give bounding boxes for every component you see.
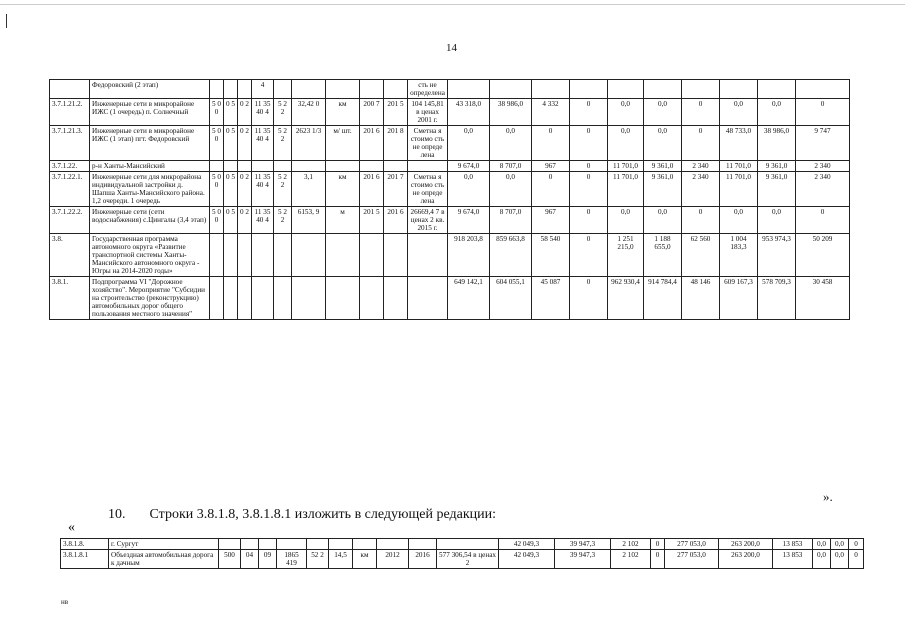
instruction-paragraph <box>108 507 496 523</box>
table-cell-name: Федоровский (2 этап) <box>90 80 210 99</box>
table-cell-h: 201 5 <box>360 207 384 234</box>
budget-table-main <box>49 79 850 320</box>
table-cell-b: 04 <box>241 550 259 569</box>
table-cell-name: Инженерные сети в микрорайоне ИЖС (1 очередь) п. Солнечный <box>90 99 210 126</box>
table-cell-code: 3.7.1.21.2. <box>50 99 90 126</box>
table-cell-g <box>353 539 377 550</box>
table-cell-i <box>409 539 437 550</box>
table-cell-p: 263 200,0 <box>719 550 773 569</box>
table-cell-e <box>274 161 292 172</box>
table-cell-c <box>238 277 252 320</box>
table-cell-c: 09 <box>259 550 277 569</box>
table-cell-f <box>292 234 326 277</box>
table-cell-k: 9 674,0 <box>448 161 490 172</box>
table-cell-r: 609 167,3 <box>720 277 758 320</box>
table-cell-n: 0 <box>570 172 608 207</box>
table-cell-d: 4 <box>252 80 274 99</box>
table-cell-j: Сметна я стоимо сть не опреде лена <box>408 172 448 207</box>
table-cell-l: 8 707,0 <box>490 161 532 172</box>
table-cell-p: 914 784,4 <box>644 277 682 320</box>
table-cell-f: 3,1 <box>292 172 326 207</box>
table-cell-d: 1865 419 <box>277 550 307 569</box>
table-cell-o: 0,0 <box>608 126 644 161</box>
table-cell-g <box>326 234 360 277</box>
table-cell-m: 2 102 <box>611 539 651 550</box>
table-cell-b <box>224 80 238 99</box>
table-cell-g <box>326 161 360 172</box>
table-cell-c <box>238 80 252 99</box>
table-cell-a <box>210 80 224 99</box>
table-row <box>50 126 850 161</box>
table-cell-t: 0 <box>796 207 850 234</box>
table-cell-a <box>219 539 241 550</box>
table-cell-l: 0,0 <box>490 172 532 207</box>
table-cell-g: км <box>353 550 377 569</box>
footer-initials: нв <box>61 598 69 606</box>
table-cell-l: 0,0 <box>490 126 532 161</box>
table-cell-o: 962 930,4 <box>608 277 644 320</box>
table-cell-o: 277 053,0 <box>665 539 719 550</box>
table-row <box>50 80 850 99</box>
table-cell-a: 5 0 0 <box>210 126 224 161</box>
table-cell-n: 0 <box>570 277 608 320</box>
table-cell-m: 45 087 <box>532 277 570 320</box>
table-cell-q <box>682 80 720 99</box>
table-cell-d: 11 35 40 4 <box>252 126 274 161</box>
table-cell-e: 5 2 2 <box>274 172 292 207</box>
table-cell-d: 11 35 40 4 <box>252 207 274 234</box>
table-cell-r: 1 004 183,3 <box>720 234 758 277</box>
table-cell-k: 9 674,0 <box>448 207 490 234</box>
table-cell-f: 14,5 <box>329 550 353 569</box>
table-cell-g: м/ шт. <box>326 126 360 161</box>
table-cell-o: 11 701,0 <box>608 172 644 207</box>
table-cell-e: 52 2 <box>307 550 329 569</box>
table-cell-s: 9 361,0 <box>758 172 796 207</box>
paragraph-number: 10. <box>108 507 126 522</box>
table-cell-b: 0 5 <box>224 99 238 126</box>
table-cell-i: 2016 <box>409 550 437 569</box>
table-row <box>50 234 850 277</box>
quote-close: ». <box>823 489 833 504</box>
table-cell-i: 201 6 <box>384 207 408 234</box>
left-margin-mark <box>6 14 7 28</box>
table-cell-m: 0 <box>532 126 570 161</box>
table-cell-code: 3.8. <box>50 234 90 277</box>
table-cell-j: 104 145,81 в ценах 2001 г. <box>408 99 448 126</box>
table-cell-h <box>377 539 409 550</box>
table-cell-l: 39 947,3 <box>555 539 611 550</box>
table-cell-p: 9 361,0 <box>644 172 682 207</box>
table-cell-i <box>384 234 408 277</box>
table-cell-a: 500 <box>219 550 241 569</box>
table-cell-c: 0 2 <box>238 172 252 207</box>
table-cell-r: 11 701,0 <box>720 172 758 207</box>
table-cell-h <box>360 234 384 277</box>
table-cell-name: г. Сургут <box>109 539 219 550</box>
table-cell-m: 967 <box>532 207 570 234</box>
table-cell-j: Сметна я стоимо сть не опреде лена <box>408 126 448 161</box>
table-cell-n: 0 <box>570 126 608 161</box>
table-cell-n: 0 <box>651 539 665 550</box>
table-cell-f <box>292 161 326 172</box>
table-cell-code: 3.8.1.8. <box>61 539 109 550</box>
table-cell-h: 2012 <box>377 550 409 569</box>
table-cell-k: 0,0 <box>448 126 490 161</box>
table-cell-code <box>50 80 90 99</box>
table-cell-j <box>408 234 448 277</box>
table-cell-h <box>360 161 384 172</box>
table-cell-o: 277 053,0 <box>665 550 719 569</box>
table-cell-d <box>252 234 274 277</box>
table-cell-b: 0 5 <box>224 172 238 207</box>
table-cell-g: км <box>326 172 360 207</box>
table-cell-q: 0 <box>682 207 720 234</box>
table-cell-n: 0 <box>570 99 608 126</box>
table-cell-m: 0 <box>532 172 570 207</box>
table-cell-g <box>326 277 360 320</box>
table-cell-p: 0,0 <box>644 207 682 234</box>
table-cell-j: 26669,4 7 в ценах 2 кв. 2015 г. <box>408 207 448 234</box>
table-cell-d: 11 35 40 4 <box>252 99 274 126</box>
table-cell-s: 0,0 <box>758 207 796 234</box>
table-cell-k: 918 203,8 <box>448 234 490 277</box>
table-cell-l <box>490 80 532 99</box>
table-cell-h: 200 7 <box>360 99 384 126</box>
table-cell-j: сть не определена <box>408 80 448 99</box>
table-cell-r: 0,0 <box>720 99 758 126</box>
table-cell-d <box>252 161 274 172</box>
table-cell-code: 3.8.1. <box>50 277 90 320</box>
table-cell-k: 42 049,3 <box>499 550 555 569</box>
table-cell-o: 0,0 <box>608 207 644 234</box>
table-cell-code: 3.7.1.22.1. <box>50 172 90 207</box>
table-cell-n: 0 <box>570 161 608 172</box>
table-cell-k: 649 142,1 <box>448 277 490 320</box>
table-cell-j: 577 306,54 в ценах 2 <box>437 550 499 569</box>
table-cell-a <box>210 161 224 172</box>
quote-open: « <box>68 520 75 535</box>
table-cell-n: 0 <box>570 207 608 234</box>
table-cell-p <box>644 80 682 99</box>
table-cell-p: 9 361,0 <box>644 161 682 172</box>
table-cell-code: 3.7.1.21.3. <box>50 126 90 161</box>
table-cell-b: 0 5 <box>224 126 238 161</box>
table-cell-t: 2 340 <box>796 172 850 207</box>
table-cell-r <box>720 80 758 99</box>
table-cell-l: 859 663,8 <box>490 234 532 277</box>
table-cell-q: 48 146 <box>682 277 720 320</box>
table-cell-name: Инженерные сети (сети водоснабжения) с.Цингалы (3,4 этап) <box>90 207 210 234</box>
table-cell-t: 50 209 <box>796 234 850 277</box>
table-cell-name: Государственная программа автономного округа «Развитие транспортной системы Ханты-Мансийского автономного округа - Югры на 2014-2020 годы» <box>90 234 210 277</box>
top-edge-line <box>0 4 905 5</box>
table-cell-i: 201 7 <box>384 172 408 207</box>
table-cell-s: 578 709,3 <box>758 277 796 320</box>
table-cell-k: 42 049,3 <box>499 539 555 550</box>
table-cell-h <box>360 80 384 99</box>
table-cell-name: Подпрограмма VI "Дорожное хозяйство". Мероприятие "Субсидии на строительство (реконструкцию) автомобильных дорог общего пользования местного значения" <box>90 277 210 320</box>
table-cell-q: 13 853 <box>773 550 813 569</box>
table-cell-j <box>437 539 499 550</box>
table-cell-l: 604 055,1 <box>490 277 532 320</box>
table-cell-s: 953 974,3 <box>758 234 796 277</box>
table-cell-f: 32,42 0 <box>292 99 326 126</box>
table-cell-name: Инженерные сети в микрорайоне ИЖС (1 этап) пгт. Федоровский <box>90 126 210 161</box>
table-cell-l: 38 986,0 <box>490 99 532 126</box>
table-cell-e <box>274 234 292 277</box>
table-cell-n: 0 <box>651 550 665 569</box>
table-cell-c: 0 2 <box>238 99 252 126</box>
table-cell-b: 0 5 <box>224 207 238 234</box>
table-cell-p: 0,0 <box>644 126 682 161</box>
table-cell-e: 5 2 2 <box>274 207 292 234</box>
table-cell-j <box>408 161 448 172</box>
table-cell-m: 2 102 <box>611 550 651 569</box>
table-cell-t: 9 747 <box>796 126 850 161</box>
table-cell-m: 4 332 <box>532 99 570 126</box>
table-cell-name: р-н Ханты-Мансийский <box>90 161 210 172</box>
table-cell-q: 0 <box>682 99 720 126</box>
table-cell-i <box>384 80 408 99</box>
page-number: 14 <box>446 42 457 54</box>
table-cell-t: 0 <box>796 99 850 126</box>
table-cell-f <box>329 539 353 550</box>
table-cell-c <box>238 161 252 172</box>
table-cell-o <box>608 80 644 99</box>
table-cell-i: 201 5 <box>384 99 408 126</box>
table-cell-s: 0,0 <box>758 99 796 126</box>
table-row <box>50 277 850 320</box>
table-row <box>50 99 850 126</box>
table-cell-f: 6153, 9 <box>292 207 326 234</box>
table-cell-m: 967 <box>532 161 570 172</box>
table-cell-t: 30 458 <box>796 277 850 320</box>
table-cell-m: 58 540 <box>532 234 570 277</box>
table-cell-i <box>384 277 408 320</box>
table-cell-d: 11 35 40 4 <box>252 172 274 207</box>
table-cell-i <box>384 161 408 172</box>
table-cell-t: 0 <box>849 539 864 550</box>
table-cell-b <box>224 277 238 320</box>
table-cell-a: 5 0 0 <box>210 172 224 207</box>
table-cell-l: 8 707,0 <box>490 207 532 234</box>
table-cell-k: 43 318,0 <box>448 99 490 126</box>
table-cell-c: 0 2 <box>238 126 252 161</box>
table-row <box>61 550 864 569</box>
table-cell-l: 39 947,3 <box>555 550 611 569</box>
table-cell-n: 0 <box>570 234 608 277</box>
table-cell-e: 5 2 2 <box>274 99 292 126</box>
table-cell-q: 13 853 <box>773 539 813 550</box>
table-cell-r: 0,0 <box>813 539 831 550</box>
table-cell-h <box>360 277 384 320</box>
table-cell-a <box>210 234 224 277</box>
table-cell-a: 5 0 0 <box>210 99 224 126</box>
table-cell-code: 3.7.1.22.2. <box>50 207 90 234</box>
table-cell-t: 2 340 <box>796 161 850 172</box>
table-cell-o: 11 701,0 <box>608 161 644 172</box>
table-cell-o: 0,0 <box>608 99 644 126</box>
table-cell-k: 0,0 <box>448 172 490 207</box>
table-cell-b <box>241 539 259 550</box>
table-cell-e <box>307 539 329 550</box>
table-cell-r: 0,0 <box>813 550 831 569</box>
table-cell-g: м <box>326 207 360 234</box>
table-cell-name: Объездная автомобильная дорога к дачным <box>109 550 219 569</box>
table-cell-c: 0 2 <box>238 207 252 234</box>
table-cell-i: 201 8 <box>384 126 408 161</box>
table-cell-p: 263 200,0 <box>719 539 773 550</box>
table-cell-d <box>277 539 307 550</box>
table-cell-name: Инженерные сети для микрорайона индивидуальной застройки д. Шапша Ханты-Мансийского района. 1,2 очереди. 1 очередь <box>90 172 210 207</box>
table-cell-f: 2623 1/3 <box>292 126 326 161</box>
table-row <box>61 539 864 550</box>
table-row <box>50 207 850 234</box>
table-cell-e <box>274 80 292 99</box>
table-cell-g: км <box>326 99 360 126</box>
table-row <box>50 161 850 172</box>
table-cell-s: 0,0 <box>831 550 849 569</box>
budget-table-amendment <box>60 538 864 569</box>
table-cell-c <box>259 539 277 550</box>
table-cell-r: 0,0 <box>720 207 758 234</box>
table-cell-f <box>292 277 326 320</box>
table-cell-c <box>238 234 252 277</box>
table-cell-f <box>292 80 326 99</box>
table-cell-n <box>570 80 608 99</box>
table-cell-a: 5 0 0 <box>210 207 224 234</box>
table-cell-s: 0,0 <box>831 539 849 550</box>
table-cell-b <box>224 161 238 172</box>
table-cell-k <box>448 80 490 99</box>
table-cell-e: 5 2 2 <box>274 126 292 161</box>
table-cell-s: 9 361,0 <box>758 161 796 172</box>
table-cell-e <box>274 277 292 320</box>
paragraph-text: Строки 3.8.1.8, 3.8.1.8.1 изложить в следующей редакции: <box>149 507 497 522</box>
table-cell-j <box>408 277 448 320</box>
table-row <box>50 172 850 207</box>
table-cell-a <box>210 277 224 320</box>
table-cell-h: 201 6 <box>360 126 384 161</box>
table-cell-b <box>224 234 238 277</box>
table-cell-s: 38 986,0 <box>758 126 796 161</box>
table-cell-q: 2 340 <box>682 161 720 172</box>
table-cell-q: 62 560 <box>682 234 720 277</box>
table-cell-p: 1 188 655,0 <box>644 234 682 277</box>
table-cell-t: 0 <box>849 550 864 569</box>
table-cell-g <box>326 80 360 99</box>
table-cell-m <box>532 80 570 99</box>
table-cell-q: 2 340 <box>682 172 720 207</box>
table-cell-d <box>252 277 274 320</box>
table-cell-s <box>758 80 796 99</box>
table-cell-o: 1 251 215,0 <box>608 234 644 277</box>
table-cell-r: 11 701,0 <box>720 161 758 172</box>
table-cell-code: 3.8.1.8.1 <box>61 550 109 569</box>
table-cell-p: 0,0 <box>644 99 682 126</box>
table-cell-q: 0 <box>682 126 720 161</box>
table-cell-code: 3.7.1.22. <box>50 161 90 172</box>
table-cell-h: 201 6 <box>360 172 384 207</box>
table-cell-t <box>796 80 850 99</box>
table-cell-r: 48 733,0 <box>720 126 758 161</box>
